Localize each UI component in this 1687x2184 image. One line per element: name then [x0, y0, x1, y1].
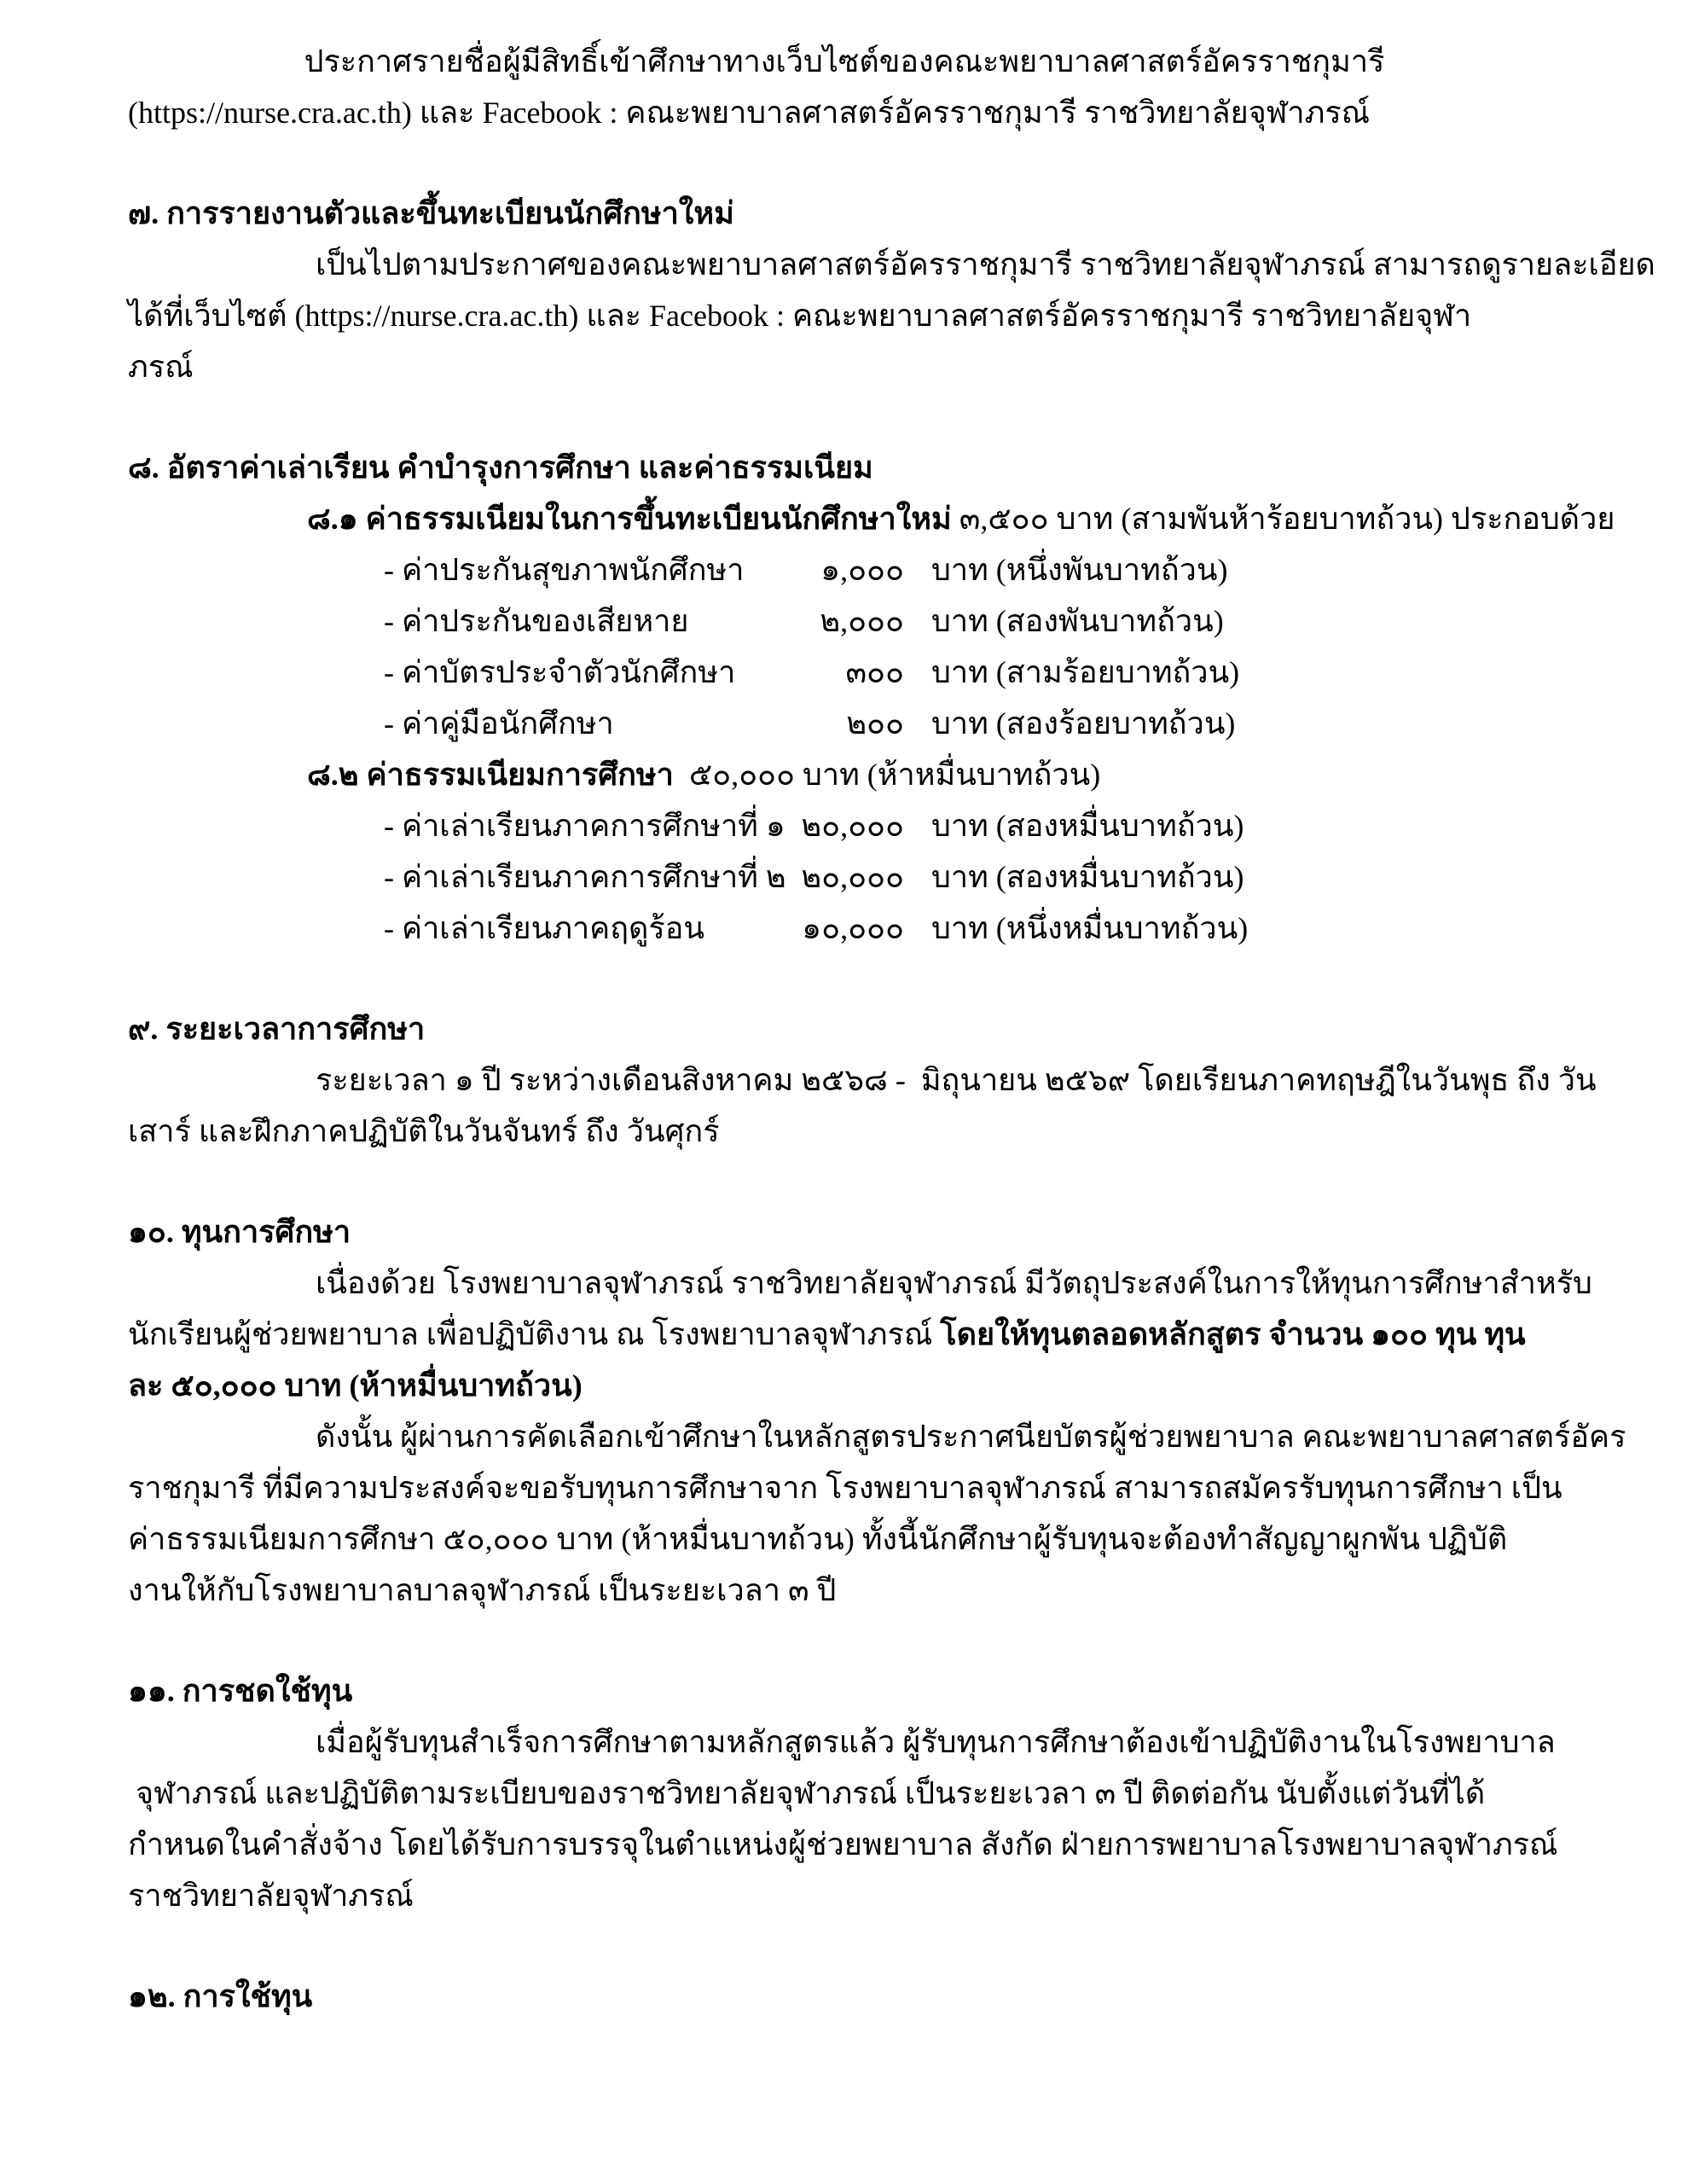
section-8-1-title: ๘.๑ ค่าธรรมเนียมในการขึ้นทะเบียนนักศึกษาใหม่	[307, 502, 952, 536]
section-9-line-2: เสาร์ และฝึกภาคปฏิบัติในวันจันทร์ ถึง วันศุกร์	[128, 1114, 720, 1148]
fee-label: - ค่าประกันสุขภาพนักศึกษา	[384, 553, 745, 587]
fee-row-damage-deposit	[128, 595, 1561, 647]
fee-unit: บาท (หนึ่งหมื่นบาทถ้วน)	[931, 911, 1249, 945]
section-7-heading: ๗. การรายงานตัวและขึ้นทะเบียนนักศึกษาใหม่	[128, 196, 734, 230]
section-7-line-3: ภรณ์	[128, 350, 194, 384]
section-10-p1-line-3: ละ ๕๐,๐๐๐ บาท (ห้าหมื่นบาทถ้วน)	[128, 1368, 583, 1403]
section-10-p2-line-1: ดังนั้น ผู้ผ่านการคัดเลือกเข้าศึกษาในหลักสูตรประกาศนียบัตรผู้ช่วยพยาบาล คณะพยาบาลศาสตร์อัคร	[316, 1420, 1626, 1454]
section-7-line-1: เป็นไปตามประกาศของคณะพยาบาลศาสตร์อัครราชกุมารี ราชวิทยาลัยจุฬาภรณ์ สามารถดูรายละเอียด	[316, 247, 1655, 282]
section-10-p2-line-3: ค่าธรรมเนียมการศึกษา ๕๐,๐๐๐ บาท (ห้าหมื่นบาทถ้วน) ทั้งนี้นักศึกษาผู้รับทุนจะต้องทำสัญญาผูกพัน ปฏิบัติ	[128, 1522, 1508, 1556]
fee-label: - ค่าเล่าเรียนภาคการศึกษาที่ ๑	[384, 809, 786, 843]
section-10-p2-line-4: งานให้กับโรงพยาบาลบาลจุฬาภรณ์ เป็นระยะเวลา ๓ ปี	[128, 1573, 837, 1607]
section-11-line-3: กำหนดในคำสั่งจ้าง โดยได้รับการบรรจุในตำแหน่งผู้ช่วยพยาบาล สังกัด ฝ่ายการพยาบาลโรงพยาบาลจุฬาภรณ์	[128, 1827, 1558, 1862]
section-8-1-heading	[128, 493, 1615, 544]
fee-row-tuition-term-2	[128, 851, 1561, 903]
intro-line-website: (https://nurse.cra.ac.th) และ Facebook : คณะพยาบาลศาสตร์อัครราชกุมารี ราชวิทยาลัยจุฬาภรณ์	[128, 96, 1371, 130]
section-8-2-heading	[128, 749, 1561, 800]
fee-amount: ๓๐๐	[845, 655, 904, 689]
section-8-heading: ๘. อัตราค่าเล่าเรียน คำบำรุงการศึกษา และค่าธรรมเนียม	[128, 450, 873, 485]
fee-row-tuition-summer	[128, 903, 1561, 954]
fee-unit: บาท (สองหมื่นบาทถ้วน)	[931, 809, 1244, 843]
fee-label: - ค่าเล่าเรียนภาคการศึกษาที่ ๒	[384, 860, 786, 894]
section-8-2-amount-text: ๕๐,๐๐๐ บาท (ห้าหมื่นบาทถ้วน)	[673, 758, 1101, 792]
intro-line-announcement: ประกาศรายชื่อผู้มีสิทธิ์เข้าศึกษาทางเว็บไซต์ของคณะพยาบาลศาสตร์อัครราชกุมารี	[304, 44, 1385, 78]
section-12-heading: ๑๒. การใช้ทุน	[128, 1979, 313, 2013]
section-9-line-1: ระยะเวลา ๑ ปี ระหว่างเดือนสิงหาคม ๒๕๖๘ - มิถุนายน ๒๕๖๙ โดยเรียนภาคทฤษฎีในวันพุธ ถึง วัน	[316, 1063, 1597, 1097]
section-11-line-2: จุฬาภรณ์ และปฏิบัติตามระเบียบของราชวิทยาลัยจุฬาภรณ์ เป็นระยะเวลา ๓ ปี ติดต่อกัน นับตั้งแต่วันที่ได้	[128, 1776, 1486, 1810]
fee-row-student-id-card	[128, 647, 1561, 698]
section-11-line-4: ราชวิทยาลัยจุฬาภรณ์	[128, 1879, 414, 1913]
section-8-2-title: ๘.๒ ค่าธรรมเนียมการศึกษา	[307, 758, 674, 792]
fee-amount: ๑๐,๐๐๐	[802, 911, 904, 945]
section-10-heading: ๑๐. ทุนการศึกษา	[128, 1215, 351, 1249]
fee-amount: ๒,๐๐๐	[820, 604, 904, 638]
section-11-line-1: เมื่อผู้รับทุนสำเร็จการศึกษาตามหลักสูตรแล้ว ผู้รับทุนการศึกษาต้องเข้าปฏิบัติงานในโรงพยาบาล	[316, 1725, 1556, 1759]
fee-amount: ๑,๐๐๐	[820, 553, 904, 587]
section-8-1-amount-text: ๓,๕๐๐ บาท (สามพันห้าร้อยบาทถ้วน) ประกอบด้วย	[951, 502, 1615, 536]
fee-label: - ค่าบัตรประจำตัวนักศึกษา	[384, 655, 736, 689]
section-11-heading: ๑๑. การชดใช้ทุน	[128, 1674, 353, 1708]
fee-row-student-handbook	[128, 698, 1561, 749]
section-10-p1-line-1: เนื่องด้วย โรงพยาบาลจุฬาภรณ์ ราชวิทยาลัยจุฬาภรณ์ มีวัตถุประสงค์ในการให้ทุนการศึกษาสำหรับ	[316, 1266, 1592, 1300]
fee-amount: ๒๐,๐๐๐	[801, 860, 904, 894]
fee-unit: บาท (สองพันบาทถ้วน)	[931, 604, 1224, 638]
fee-row-health-insurance	[128, 544, 1561, 595]
section-7-line-2: ได้ที่เว็บไซต์ (https://nurse.cra.ac.th) และ Facebook : คณะพยาบาลศาสตร์อัครราชกุมารี ราชวิทยาลัยจุฬา	[128, 299, 1472, 333]
fee-amount: ๒๐,๐๐๐	[801, 809, 904, 843]
fee-amount: ๒๐๐	[846, 706, 904, 741]
fee-label: - ค่าเล่าเรียนภาคฤดูร้อน	[384, 911, 704, 945]
fee-unit: บาท (สองหมื่นบาทถ้วน)	[931, 860, 1244, 894]
fee-unit: บาท (สองร้อยบาทถ้วน)	[931, 706, 1236, 741]
section-10-p1-line-2	[128, 1309, 1561, 1360]
fee-row-tuition-term-1	[128, 800, 1561, 851]
fee-unit: บาท (สามร้อยบาทถ้วน)	[931, 655, 1240, 689]
section-9-heading: ๙. ระยะเวลาการศึกษา	[128, 1012, 426, 1046]
section-10-scholarship-bold: โดยให้ทุนตลอดหลักสูตร จำนวน ๑๐๐ ทุน ทุน	[940, 1317, 1526, 1351]
fee-label: - ค่าประกันของเสียหาย	[384, 604, 689, 638]
fee-label: - ค่าคู่มือนักศึกษา	[384, 706, 614, 741]
fee-unit: บาท (หนึ่งพันบาทถ้วน)	[931, 553, 1228, 587]
section-10-p1-line-2-normal: นักเรียนผู้ช่วยพยาบาล เพื่อปฏิบัติงาน ณ โรงพยาบาลจุฬาภรณ์	[128, 1317, 941, 1351]
section-10-p2-line-2: ราชกุมารี ที่มีความประสงค์จะขอรับทุนการศึกษาจาก โรงพยาบาลจุฬาภรณ์ สามารถสมัครรับทุนการศึกษา เป็น	[128, 1471, 1562, 1505]
